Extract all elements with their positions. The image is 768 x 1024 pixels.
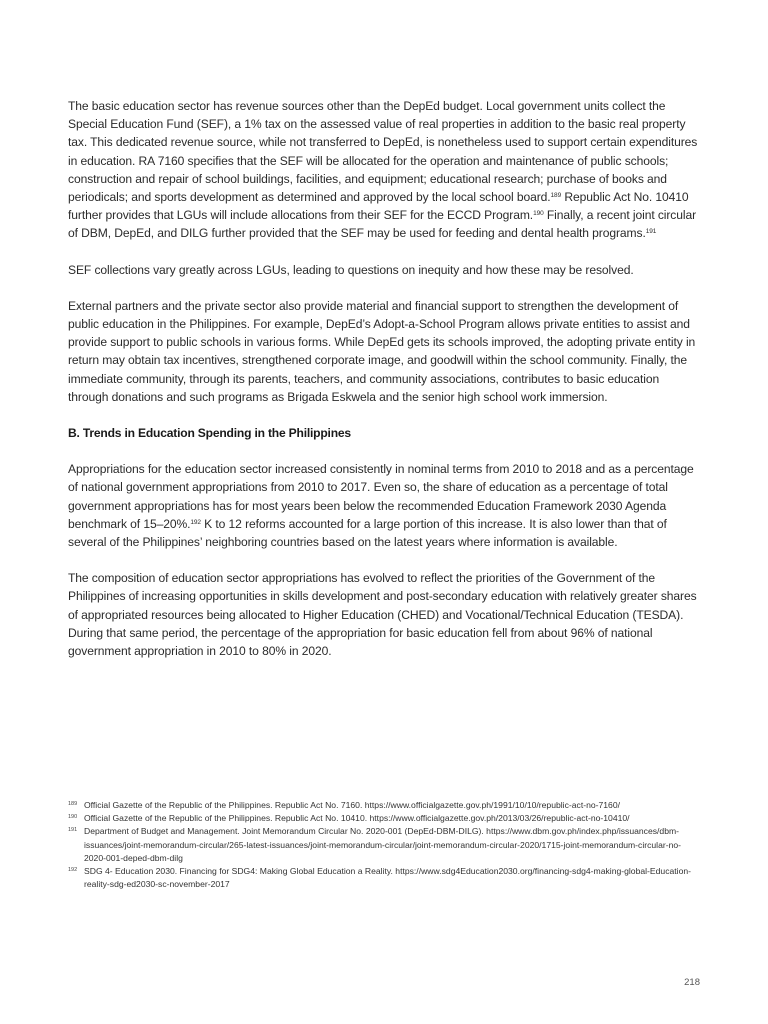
paragraph-text: The basic education sector has revenue sources other than the DepEd budget. Local government units collect the Special Education Fund (SEF), a 1% tax on the assessed value of real properties in addition to the basic real property tax. This dedicated revenue source, while not transferred to DepEd, is nonetheless used to support certain expenditures in education. RA 7160 specifies that the SEF will be allocated for the operation and maintenance of public schools; construction and repair of school buildings, facilities, and equipment; educational research; purchase of books and periodicals; and sports development as determined and approved by the local school board.	[68, 99, 698, 205]
footnote-text: Official Gazette of the Republic of the Philippines. Republic Act No. 7160. https://www.officialgazette.gov.ph/1991/10/10/republic-act-no-7160/	[84, 800, 620, 810]
section-heading: B. Trends in Education Spending in the Philippines	[68, 426, 351, 441]
paragraph-text: External partners and the private sector also provide material and financial support to strengthen the development of public education in the Philippines. For example, DepEd’s Adopt-a-School Program allows private entities to assist and provide support to public schools in various forms. While DepEd gets its schools improved, the adopting private entity in return may obtain tax incentives, strengthened corporate image, and goodwill within the school community. Finally, the immediate community, through its parents, teachers, and community associations, contributes to basic education through donations and such programs as Brigada Eskwela and the senior high school work immersion.	[68, 298, 696, 404]
footnote-reference: 190	[533, 210, 544, 218]
body-text	[68, 97, 698, 678]
paragraph-group-top	[68, 97, 698, 406]
footnote-number: 190	[68, 814, 78, 821]
paragraph	[68, 97, 698, 243]
paragraph	[68, 261, 698, 279]
paragraph	[68, 460, 698, 551]
page-number: 218	[684, 977, 700, 988]
footnote-number: 192	[68, 867, 78, 874]
footnote	[68, 825, 700, 865]
paragraph	[68, 297, 698, 406]
paragraph-text: K to 12 reforms accounted for a large portion of this increase. It is also lower than that of several of the Philippines’ neighboring countries based on the latest years where information is available.	[68, 516, 667, 550]
footnote-reference: 189	[550, 192, 562, 200]
paragraph-text: The composition of education sector appropriations has evolved to reflect the priorities of the Government of the Philippines of increasing opportunities in skills development and post-secondary education with relatively greater shares of appropriated resources being allocated to Higher Education (CHED) and Vocational/Technical Education (TESDA). During that same period, the percentage of the appropriation for basic education fell from about 96% of national government appropriation in 2010 to 80% in 2020.	[68, 571, 697, 659]
footnote	[68, 812, 700, 825]
footnote-text: Department of Budget and Management. Joint Memorandum Circular No. 2020-001 (DepEd-DBM-DILG). https://www.dbm.gov.ph/index.php/issuances/dbm-issuances/joint-memorandum-circular/265-latest-issuances/joint-memorandum-circular/joint-memorandum-circular-2020/1715-joint-memorandum-circular-no-2020-001-deped-dbm-dilg	[84, 826, 682, 863]
paragraph	[68, 569, 698, 660]
footnotes	[68, 799, 700, 891]
paragraph-text: Finally, a recent joint circular of DBM, DepEd, and DILG further provided that the SEF may be used for feeding and dental health programs.	[68, 208, 697, 241]
paragraph-text: Republic Act No. 10410 further provides that LGUs will include allocations from their SEF for the ECCD Program.	[68, 190, 689, 223]
paragraph-text: SEF collections vary greatly across LGUs, leading to questions on inequity and how these may be resolved.	[68, 262, 634, 277]
footnote	[68, 799, 700, 812]
footnote-reference: 191	[645, 228, 657, 236]
footnote-number: 191	[68, 827, 78, 834]
footnote-number: 189	[68, 801, 78, 807]
paragraph-group-bottom	[68, 460, 698, 660]
footnote-text: Official Gazette of the Republic of the Philippines. Republic Act No. 10410. https://www.officialgazette.gov.ph/2013/03/26/republic-act-no-10410/	[84, 813, 630, 824]
paragraph-text: Appropriations for the education sector increased consistently in nominal terms from 2010 to 2018 and as a percentage of national government appropriations from 2010 to 2017. Even so, the share of education as a percentage of total government appropriations has for most years been below the recommended Education Framework 2030 Agenda benchmark of 15–20%.	[68, 462, 694, 531]
footnote-reference: 192	[190, 518, 201, 526]
footnote-text: SDG 4- Education 2030. Financing for SDG4: Making Global Education a Reality. https://www.sdg4Education2030.org/financing-sdg4-making-global-Education-reality-sdg-ed2030-sc-november-2017	[84, 866, 691, 890]
footnote	[68, 865, 700, 891]
